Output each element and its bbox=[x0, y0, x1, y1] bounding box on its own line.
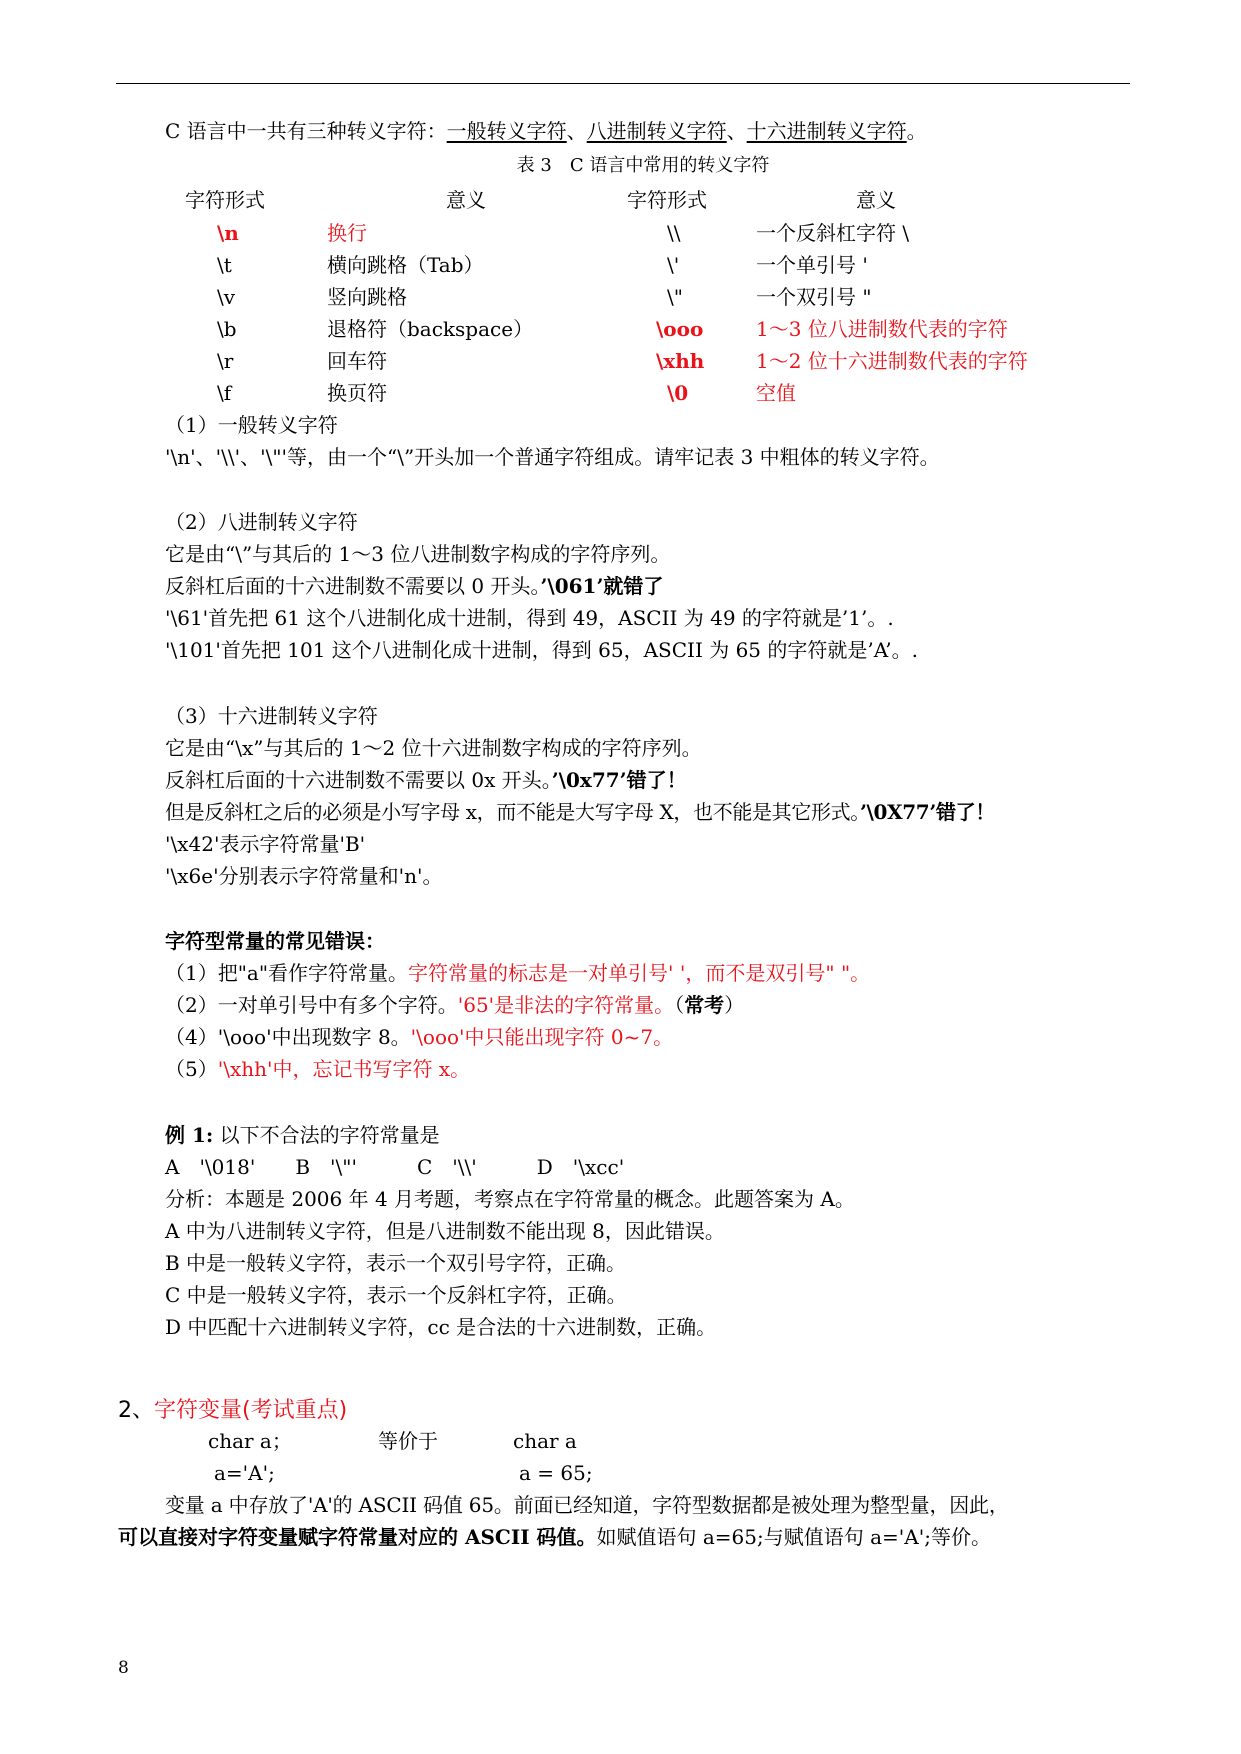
table-row-5-meaning-2: 1～2 位十六进制数代表的字符 bbox=[756, 349, 1028, 373]
error-2 bbox=[165, 991, 744, 1019]
intro-line bbox=[165, 117, 927, 145]
example-1-options: A '\018' B '\"' C '\\' D '\xcc' bbox=[165, 1155, 625, 1179]
intro-prefix: C 语言中一共有三种转义字符： bbox=[165, 119, 447, 143]
intro-kind-octal: 八进制转义字符 bbox=[586, 119, 727, 143]
example-1-question bbox=[165, 1121, 440, 1149]
example-1-label: 例 1: bbox=[165, 1123, 214, 1147]
section-1-title: （1）一般转义字符 bbox=[165, 413, 338, 437]
table-row-2-meaning-2: 一个单引号 ' bbox=[756, 253, 868, 277]
section-3-line-3 bbox=[165, 798, 995, 826]
section-2-title: （2）八进制转义字符 bbox=[165, 510, 358, 534]
var-paragraph-2-text: 如赋值语句 a=65;与赋值语句 a='A';等价。 bbox=[596, 1525, 991, 1549]
intro-end: 。 bbox=[906, 119, 927, 143]
table-row-2-meaning: 横向跳格（Tab） bbox=[327, 253, 484, 277]
table-header-meaning-2: 意义 bbox=[856, 188, 896, 212]
error-4-text: （5） bbox=[165, 1057, 218, 1081]
error-3-text: （4）'\ooo'中出现数字 8。 bbox=[165, 1025, 411, 1049]
section-3-line-2-text: 反斜杠后面的十六进制数不需要以 0x 开头。 bbox=[165, 768, 552, 792]
table-header-meaning-1: 意义 bbox=[446, 188, 486, 212]
table-row-5-form-2: \xhh bbox=[656, 349, 705, 373]
table-header-form-1: 字符形式 bbox=[185, 188, 265, 212]
table-caption-text: 表 3 C 语言中常用的转义字符 bbox=[516, 155, 770, 176]
table-row-1-form: \n bbox=[217, 221, 239, 245]
table-row-3-form-2: \" bbox=[667, 285, 683, 309]
section-3-line-2-bold: ’\0x77’错了！ bbox=[551, 768, 687, 792]
error-1 bbox=[165, 959, 870, 987]
example-1-explain-d: D 中匹配十六进制转义字符，cc 是合法的十六进制数，正确。 bbox=[165, 1315, 717, 1339]
table-row-3-meaning: 竖向跳格 bbox=[327, 285, 407, 309]
table-row-1-form-2: \\ bbox=[667, 221, 681, 245]
header-rule bbox=[116, 83, 1130, 84]
section-title: 字符变量(考试重点) bbox=[154, 1398, 348, 1423]
section-3-line-3-text: 但是反斜杠之后的必须是小写字母 x，而不能是大写字母 X，也不能是其它形式。 bbox=[165, 800, 860, 824]
intro-kind-hex: 十六进制转义字符 bbox=[746, 119, 907, 143]
table-row-6-form: \f bbox=[217, 381, 232, 405]
table-row-5-form: \r bbox=[217, 349, 234, 373]
table-row-1-meaning-2: 一个反斜杠字符 \ bbox=[756, 221, 910, 245]
section-3-line-1: 它是由“\x”与其后的 1～2 位十六进制数字构成的字符序列。 bbox=[165, 736, 702, 760]
table-row-1-meaning: 换行 bbox=[327, 221, 367, 245]
errors-title: 字符型常量的常见错误： bbox=[165, 929, 385, 953]
example-1-explain-c: C 中是一般转义字符，表示一个反斜杠字符，正确。 bbox=[165, 1283, 627, 1307]
table-row-6-meaning-2: 空值 bbox=[756, 381, 796, 405]
var-paragraph-2-bold: 可以直接对字符变量赋字符常量对应的 ASCII 码值。 bbox=[118, 1525, 597, 1549]
intro-sep: 、 bbox=[726, 119, 747, 143]
error-1-highlight: 字符常量的标志是一对单引号' '，而不是双引号" "。 bbox=[408, 961, 871, 985]
code-assign-2: a = 65; bbox=[519, 1461, 593, 1485]
section-2-line-3: '\61'首先把 61 这个八进制化成十进制，得到 49，ASCII 为 49 的字符就是’1’。. bbox=[165, 606, 894, 630]
intro-kind-general: 一般转义字符 bbox=[446, 119, 567, 143]
error-4 bbox=[165, 1055, 470, 1083]
table-row-3-form: \v bbox=[217, 285, 236, 309]
table-row-3-meaning-2: 一个双引号 " bbox=[756, 285, 872, 309]
section-1-text: '\n'、'\\'、'\"'等，由一个“\”开头加一个普通字符组成。请牢记表 3 中粗体的转义字符。 bbox=[165, 445, 940, 469]
example-1-analysis: 分析：本题是 2006 年 4 月考题，考察点在字符常量的概念。此题答案为 A。 bbox=[165, 1187, 855, 1211]
error-2-note: 常考 bbox=[684, 993, 725, 1017]
section-3-line-4: '\x42'表示字符常量'B' bbox=[165, 832, 366, 856]
intro-sep: 、 bbox=[566, 119, 587, 143]
table-row-5-meaning: 回车符 bbox=[327, 349, 387, 373]
error-1-text: （1）把"a"看作字符常量。 bbox=[165, 961, 409, 985]
var-paragraph-1: 变量 a 中存放了'A'的 ASCII 码值 65。前面已经知道，字符型数据都是被处理为整型量，因此， bbox=[165, 1493, 1009, 1517]
section-heading-char-variable bbox=[118, 1396, 347, 1426]
code-assign-1: a='A'; bbox=[214, 1461, 275, 1485]
error-3-highlight: '\ooo'中只能出现字符 0~7。 bbox=[410, 1025, 674, 1049]
table-row-2-form: \t bbox=[217, 253, 232, 277]
example-1-explain-b: B 中是一般转义字符，表示一个双引号字符，正确。 bbox=[165, 1251, 627, 1275]
table-row-4-form-2: \ooo bbox=[656, 317, 704, 341]
table-row-6-meaning: 换页符 bbox=[327, 381, 387, 405]
section-2-line-2-text: 反斜杠后面的十六进制数不需要以 0 开头。 bbox=[165, 574, 541, 598]
table-row-4-meaning: 退格符（backspace） bbox=[327, 317, 534, 341]
example-1-text: 以下不合法的字符常量是 bbox=[213, 1123, 440, 1147]
code-decl-1: char a； bbox=[208, 1429, 292, 1453]
table-row-4-form: \b bbox=[217, 317, 237, 341]
error-3 bbox=[165, 1023, 673, 1051]
table-row-2-form-2: \' bbox=[667, 253, 680, 277]
section-2-line-1: 它是由“\”与其后的 1～3 位八进制数字构成的字符序列。 bbox=[165, 542, 671, 566]
section-3-line-5: '\x6e'分别表示字符常量和'n'。 bbox=[165, 864, 443, 888]
section-2-line-4: '\101'首先把 101 这个八进制化成十进制，得到 65，ASCII 为 65 的字符就是’A’。. bbox=[165, 638, 918, 662]
equiv-label: 等价于 bbox=[378, 1429, 438, 1453]
error-2-paren: （ bbox=[674, 993, 685, 1017]
table-header-form-2: 字符形式 bbox=[627, 188, 707, 212]
example-1-explain-a: A 中为八进制转义字符，但是八进制数不能出现 8，因此错误。 bbox=[165, 1219, 725, 1243]
table-row-6-form-2: \0 bbox=[667, 381, 689, 405]
section-number: 2、 bbox=[118, 1398, 154, 1423]
error-2-text: （2）一对单引号中有多个字符。 bbox=[165, 993, 458, 1017]
section-3-line-2 bbox=[165, 766, 687, 794]
error-4-highlight: '\xhh'中，忘记书写字符 x。 bbox=[217, 1057, 471, 1081]
section-3-line-3-bold: ’\0X77’错了！ bbox=[859, 800, 995, 824]
section-2-line-2-bold: ’\061’就错了 bbox=[540, 574, 664, 598]
section-2-line-2 bbox=[165, 572, 663, 600]
section-3-title: （3）十六进制转义字符 bbox=[165, 704, 378, 728]
var-paragraph-2 bbox=[118, 1523, 991, 1551]
page-number: 8 bbox=[118, 1658, 129, 1678]
error-2-paren: ） bbox=[724, 993, 745, 1017]
error-2-highlight: '65'是非法的字符常量。 bbox=[457, 993, 675, 1017]
table-row-4-meaning-2: 1～3 位八进制数代表的字符 bbox=[756, 317, 1008, 341]
code-decl-2: char a bbox=[513, 1429, 577, 1453]
